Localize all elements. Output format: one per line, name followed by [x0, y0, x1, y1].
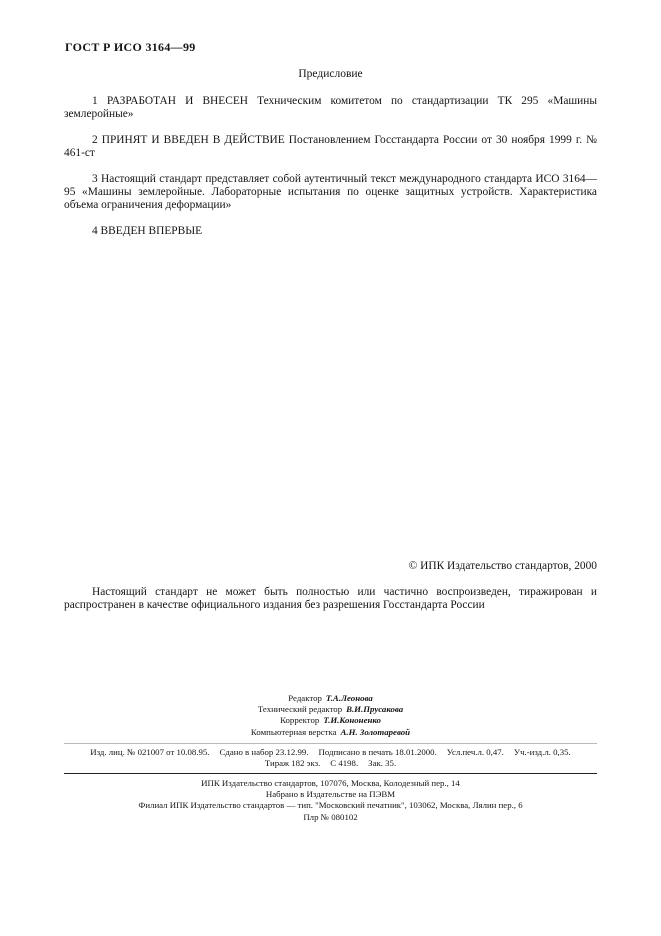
publisher-typeset-line: Набрано в Издательстве на ПЭВМ: [265, 789, 396, 800]
credit-label: Корректор: [280, 715, 320, 726]
preface-title: Предисловие: [298, 68, 363, 80]
publisher-block: [64, 774, 597, 823]
imprint-pub-sheets: Уч.-изд.л. 0,35.: [513, 746, 571, 757]
preface-clause-3: 3 Настоящий стандарт представляет собой аутентичный текст международного стандарта ИСО 3164—95 «Машины землеройные. Лабораторные испытания по оценке защитных устройств. Характеристика объема ограничения деформации»: [64, 172, 597, 212]
preface-section: [64, 68, 597, 250]
imprint-block: [64, 743, 597, 770]
credit-name: В.И.Прусакова: [346, 704, 404, 715]
credit-line-tech-editor: [64, 704, 597, 715]
preface-clause-1: 1 РАЗРАБОТАН И ВНЕСЕН Техническим комитетом по стандартизации ТК 295 «Машины землеройные»: [64, 95, 597, 121]
preface-clause-2: 2 ПРИНЯТ И ВВЕДЕН В ДЕЙСТВИЕ Постановлением Госстандарта России от 30 ноября 1999 г. № 461-ст: [64, 133, 597, 160]
credit-label: Технический редактор: [257, 704, 343, 715]
doc-number: ГОСТ Р ИСО 3164—99: [65, 40, 196, 54]
editor-credits: [64, 693, 597, 738]
credit-name: Т.И.Кононенко: [323, 715, 381, 726]
publisher-branch-line: Филиал ИПК Издательство стандартов — тип. "Московский печатник", 103062, Москва, Лялин пер., 6: [138, 800, 523, 811]
credit-label: Редактор: [288, 693, 322, 703]
imprint-order-number: Зак. 35.: [368, 758, 397, 769]
copyright-line: © ИПК Издательство стандартов, 2000: [408, 560, 597, 572]
credit-label: Компьютерная верстка: [250, 726, 337, 737]
reproduction-notice: Настоящий стандарт не может быть полностью или частично воспроизведен, тиражирован и распространен в качестве официального издания без разрешения Госстандарта России: [64, 586, 597, 612]
imprint-circulation: Тираж 182 экз.: [264, 758, 321, 769]
imprint-line-2: [64, 758, 597, 770]
imprint-line-1: [64, 747, 597, 759]
imprint-typeset-date: Сдано в набор 23.12.99.: [219, 746, 309, 757]
credit-line-layout: [64, 727, 597, 738]
preface-clause-4: 4 ВВЕДЕН ВПЕРВЫЕ: [92, 224, 203, 237]
imprint-press-sheets: Усл.печ.л. 0,47.: [446, 746, 504, 757]
credit-line-corrector: [64, 715, 597, 726]
publisher-address-line: ИПК Издательство стандартов, 107076, Москва, Колодезный пер., 14: [201, 778, 460, 788]
publisher-plr-line: Плр № 080102: [303, 811, 358, 822]
credit-name: Т.А.Леонова: [325, 693, 373, 703]
imprint-c-number: С 4198.: [330, 758, 359, 769]
credit-line-editor: [64, 693, 597, 704]
credit-name: А.Н. Золотаревой: [340, 726, 411, 737]
imprint-license: Изд. лиц. № 021007 от 10.08.95.: [90, 746, 210, 757]
imprint-print-date: Подписано в печать 18.01.2000.: [318, 746, 437, 757]
colophon: [64, 693, 597, 823]
